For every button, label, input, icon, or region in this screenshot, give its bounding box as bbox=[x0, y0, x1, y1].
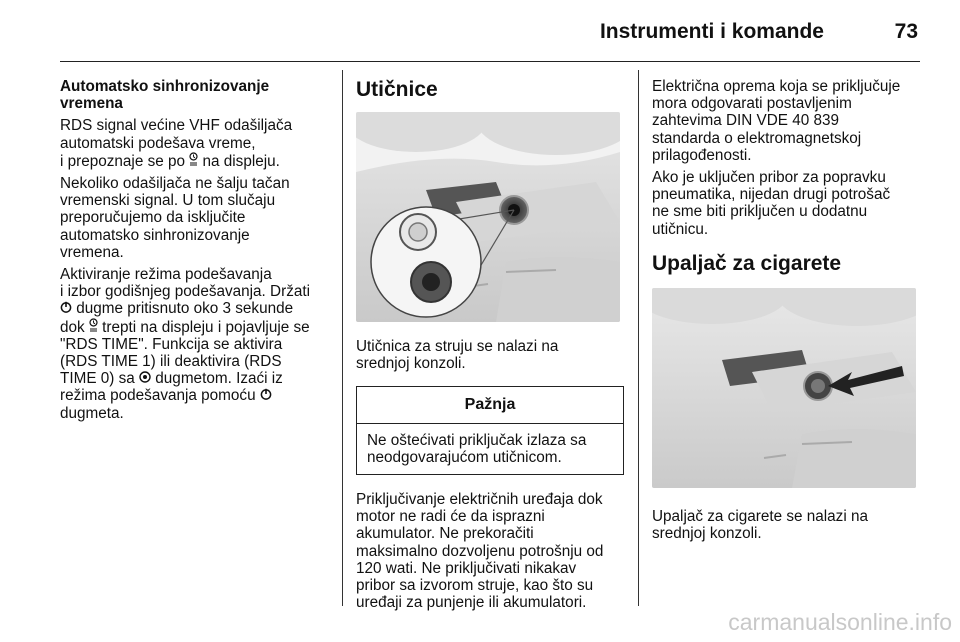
column-3 bbox=[652, 78, 920, 547]
paragraph: Priključivanje električnih uređaja dok motor ne radi će da isprazni akumulator. Ne prekoračiti maksimalno dozvoljenu potrošnju od 120 wati. Ne priključivati nikakav pribor sa izvorom struje, kao što su uređaji za punjenje ili akumulatori. bbox=[356, 491, 604, 612]
notice-title: Pažnja bbox=[357, 387, 623, 423]
column-1 bbox=[60, 78, 328, 427]
paragraph: Ako je uključen pribor za popravku pneumatika, nijedan drugi potrošač ne sme biti priključen u dodatnu utičnicu. bbox=[652, 169, 891, 238]
column-divider bbox=[342, 70, 343, 606]
section-title-cigarette-lighter: Upaljač za cigarete bbox=[652, 251, 842, 275]
power-knob-icon bbox=[260, 387, 272, 404]
paragraph: Aktiviranje režima podešavanja i izbor godišnjeg podešavanja. Držati dugme pritisnuto oko 3 sekunde dok trepti na displeju i pojavljuje se "RDS TIME". Funkcija se aktivira (RDS TIME 1) ili deaktivira (RDS TIME 0) sa dugmetom. Izaći iz režima podešavanja pomoću dugmeta. bbox=[60, 266, 310, 422]
rds-clock-icon bbox=[189, 154, 198, 169]
caption-lighter: Upaljač za cigarete se nalazi na srednjoj konzoli. bbox=[652, 507, 868, 543]
watermark: carmanualsonline.info bbox=[728, 609, 952, 635]
select-knob-icon bbox=[139, 370, 151, 387]
column-divider bbox=[638, 70, 639, 606]
page-number: 73 bbox=[894, 20, 918, 43]
notice-box bbox=[356, 386, 624, 475]
paragraph: Nekoliko odašiljača ne šalju tačan vremenski signal. U tom slučaju preporučujemo da isključite automatsko sinhronizovanje vremena. bbox=[60, 175, 290, 261]
section-title-sockets: Utičnice bbox=[356, 78, 438, 101]
caption-socket: Utičnica za struju se nalazi na srednjoj konzoli. bbox=[356, 338, 559, 373]
power-knob-icon bbox=[60, 300, 72, 317]
page-header bbox=[60, 16, 920, 62]
subheading-time-sync: Automatsko sinhronizovanje vremena bbox=[60, 78, 270, 113]
power-socket-photo bbox=[356, 112, 620, 322]
notice-body: Ne oštećivati priključak izlaza sa neodgovarajućom utičnicom. bbox=[367, 431, 587, 466]
column-2 bbox=[356, 78, 624, 616]
cigarette-lighter-photo bbox=[652, 288, 916, 488]
header-title: Instrumenti i komande bbox=[599, 20, 824, 43]
paragraph: RDS signal većine VHF odašiljača automatski podešava vreme, i prepoznaje se po na displeju. bbox=[60, 117, 293, 170]
paragraph: Električna oprema koja se priključuje mora odgovarati postavljenim zahtevima DIN VDE 40 839 standarda o elektromagnetskoj prilagođenosti. bbox=[652, 78, 901, 164]
rds-clock-icon bbox=[89, 319, 98, 336]
